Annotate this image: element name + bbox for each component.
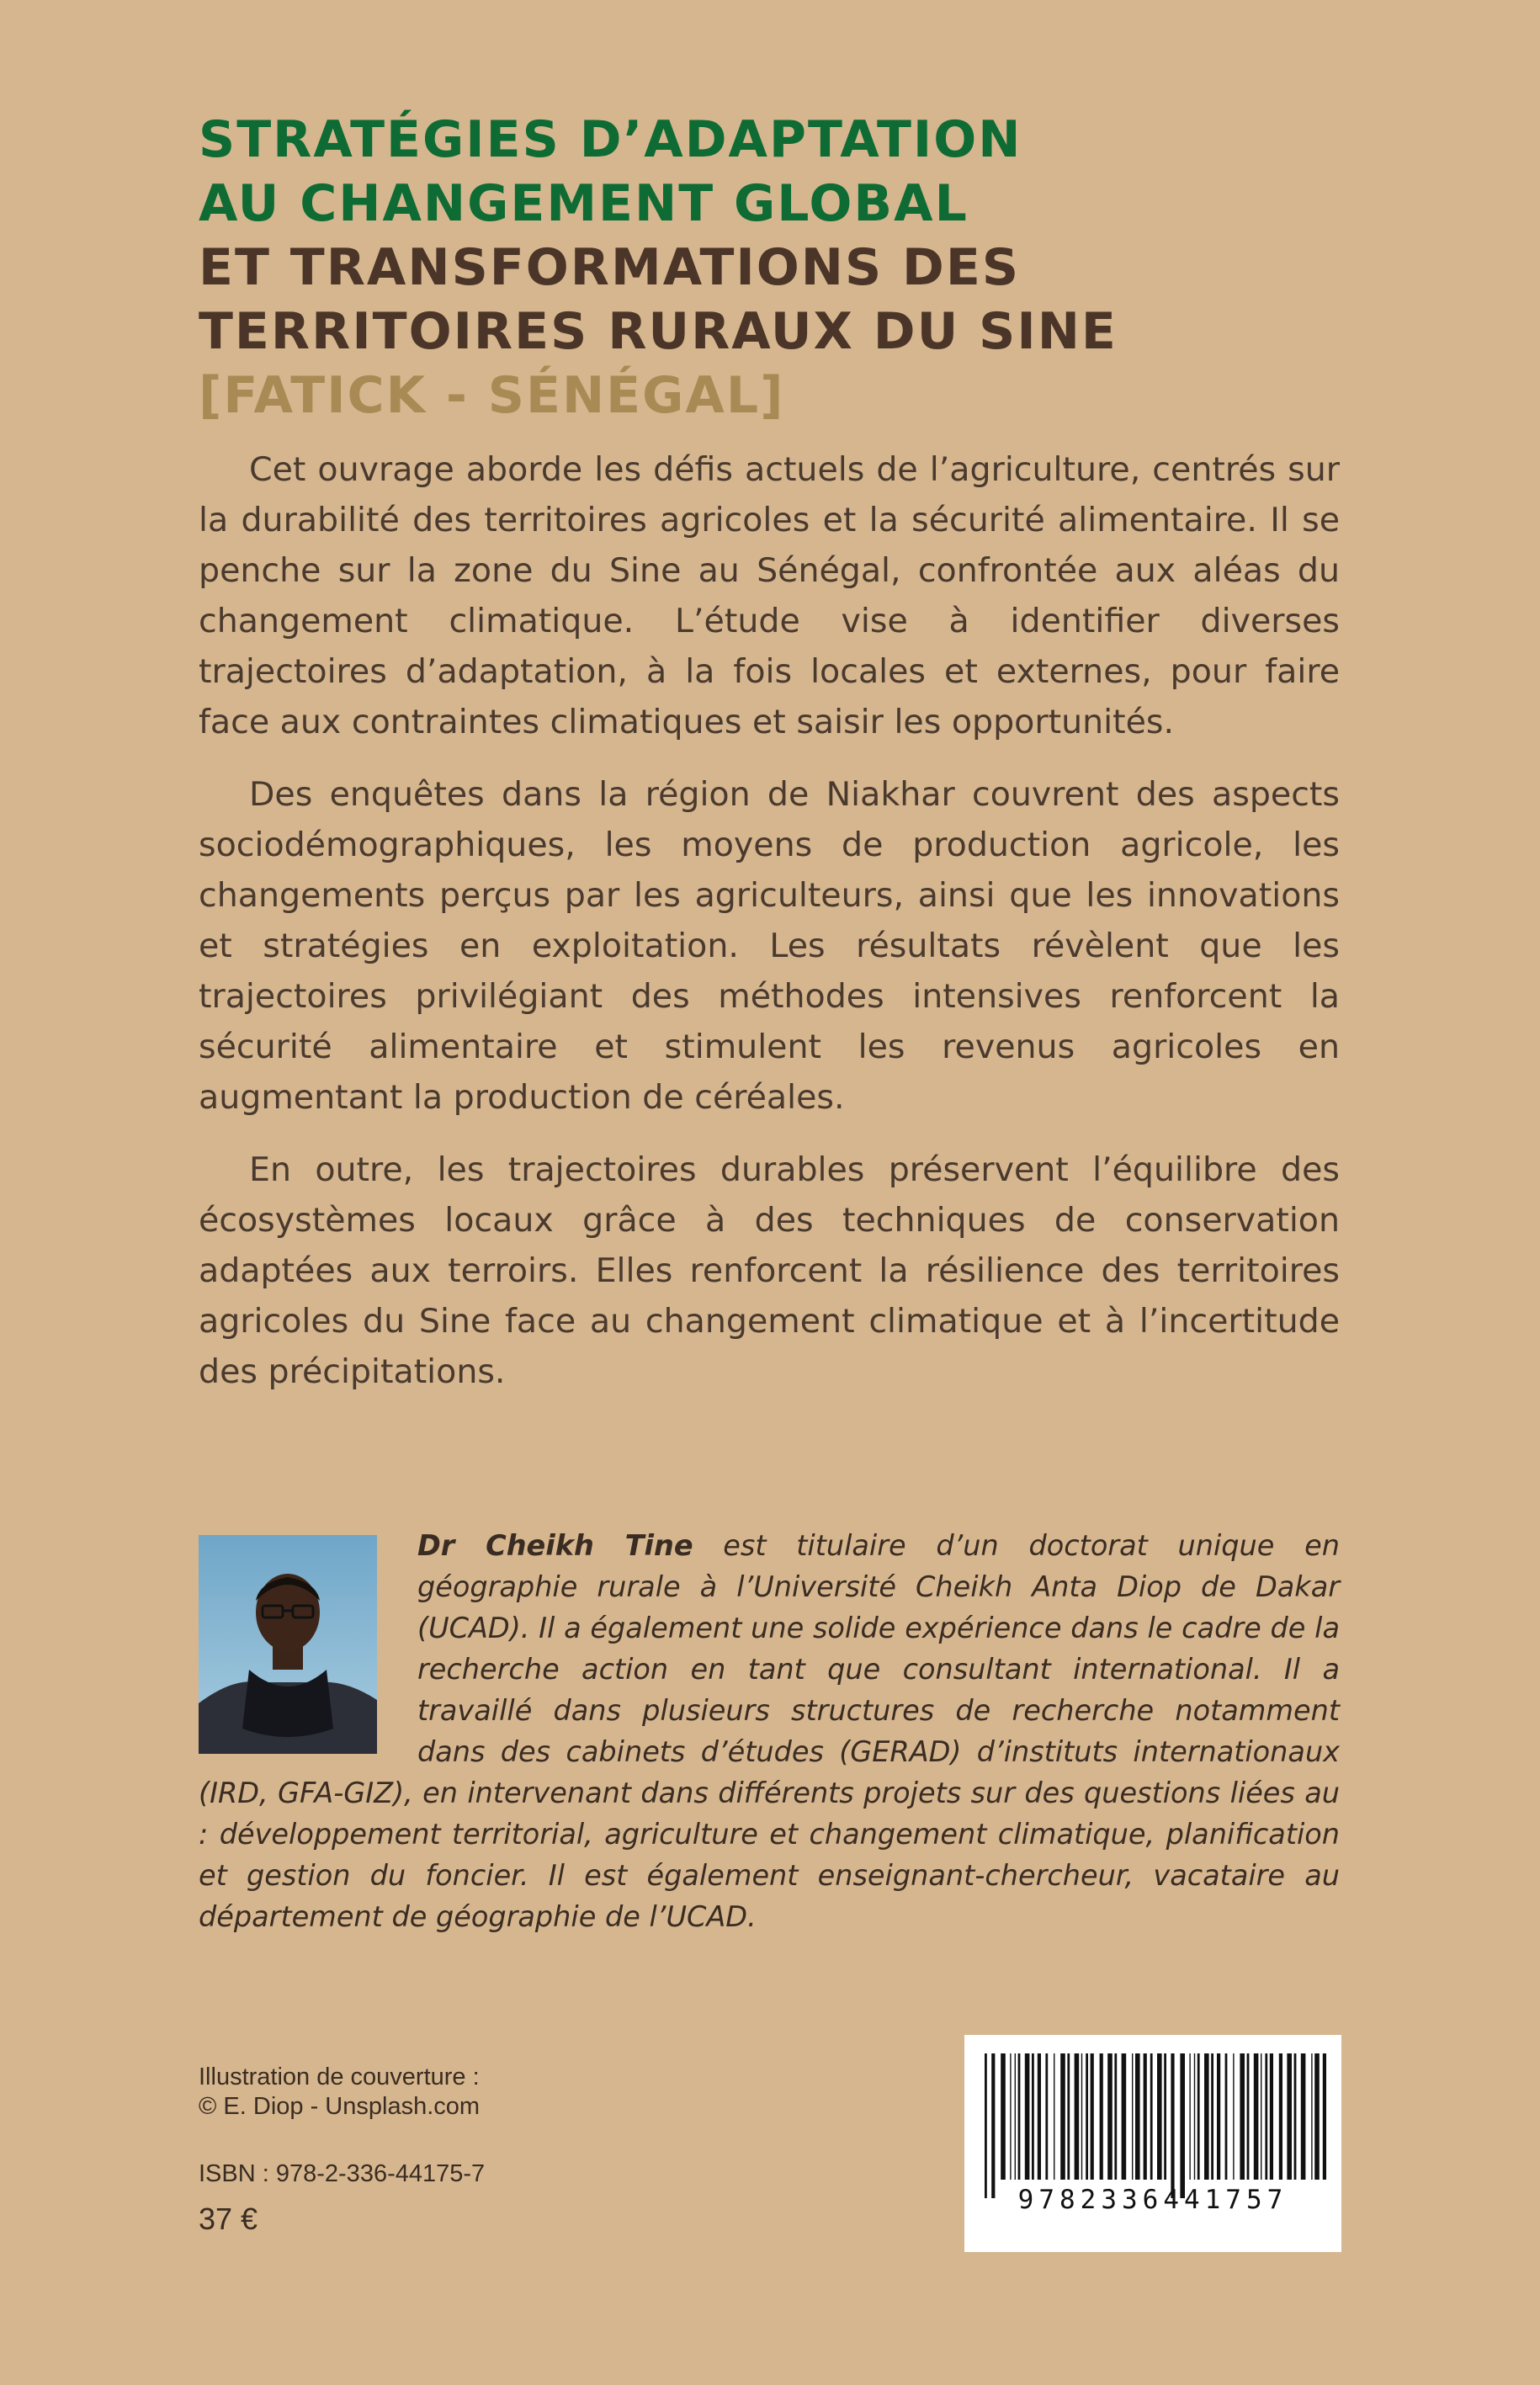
barcode-bar <box>1157 2053 1162 2180</box>
barcode-bar <box>1270 2053 1273 2180</box>
summary-paragraph-1: Cet ouvrage aborde les défis actuels de l’agriculture, centrés sur la durabilité des territoires agricoles et la sécurité alimentaire. Il se penche sur la zone du Sine au Sénégal, confrontée aux aléas du changement climatique. L’étude vise à identifier diverses trajectoires d’adaptation, à la fois locales et externes, pour faire face aux contraintes climatiques et saisir les opportunités. <box>199 450 1340 741</box>
barcode-bar <box>1197 2053 1200 2180</box>
barcode-bar <box>1240 2053 1245 2180</box>
isbn: ISBN : 978-2-336-44175-7 <box>199 2160 486 2187</box>
barcode-bar <box>1265 2053 1267 2180</box>
barcode-bar <box>1144 2053 1147 2180</box>
barcode-bar <box>1150 2053 1153 2180</box>
barcode-bar <box>1001 2053 1006 2180</box>
barcode-bar <box>1122 2053 1127 2180</box>
summary-paragraph-3: En outre, les trajectoires durables préservent l’équilibre des écosystèmes locaux grâce à des techniques de conservation adaptées aux terroirs. Elles renforcent la résilience des territoires agricoles du Sine face au changement climatique et à l’incertitude des précipitations. <box>199 1150 1340 1391</box>
barcode-digits: 9782336441757 <box>1017 2185 1288 2215</box>
barcode-bar <box>1086 2053 1088 2180</box>
barcode-bar <box>1314 2053 1320 2180</box>
barcode-bar <box>1045 2053 1048 2180</box>
barcode-bar <box>1067 2053 1070 2180</box>
barcode-bar <box>1225 2053 1228 2180</box>
book-summary <box>199 444 1340 1419</box>
author-bio <box>199 1525 1340 1937</box>
barcode-bars <box>964 2035 1341 2252</box>
barcode-bar <box>1100 2053 1103 2180</box>
title-line-2: AU CHANGEMENT GLOBAL <box>199 174 969 233</box>
barcode-bar <box>991 2053 995 2198</box>
barcode-bar <box>1211 2053 1213 2180</box>
summary-paragraph-2: Des enquêtes dans la région de Niakhar couvrent des aspects sociodémographiques, les moyens de production agricole, les changements perçus par les agriculteurs, ainsi que les innovations et stratégies en exploitation. Les résultats révèlent que les trajectoires privilégiant des méthodes intensives renforcent la sécurité alimentaire et stimulent les revenus agricoles en augmentant la production de céréales. <box>199 775 1340 1117</box>
barcode-bar <box>1032 2053 1034 2180</box>
barcode-bar <box>1081 2053 1082 2180</box>
credit-label: Illustration de couverture : <box>199 2064 480 2090</box>
barcode-bar <box>1204 2053 1209 2180</box>
title-subtitle: [FATICK - SÉNÉGAL] <box>199 366 785 425</box>
barcode-bar <box>1287 2053 1292 2180</box>
barcode-bar <box>1180 2053 1185 2198</box>
author-bio-text: est titulaire d’un doctorat unique en géographie rurale à l’Université Cheikh Anta Diop de Dakar (UCAD). Il a également une solide expérience dans le cadre de la recherche action en tant que consultant international. Il a travaillé dans plusieurs structures de recherche notamment dans des cabinets d’études (GERAD) d’instituts internationaux (IRD, GFA-GIZ), en intervenant dans différents projets sur des questions liées au : développement territorial, agriculture et changement climatique, planification et gestion du foncier. Il est également enseignant-chercheur, vacataire au département de géographie de l’UCAD. <box>199 1529 1340 1933</box>
barcode-bar <box>1075 2053 1080 2180</box>
barcode-bar <box>1015 2053 1016 2180</box>
barcode-bar <box>1294 2053 1297 2180</box>
barcode-bar <box>1171 2053 1174 2198</box>
barcode-bar <box>1164 2053 1166 2180</box>
barcode-bar <box>1311 2053 1312 2180</box>
barcode-bar <box>1091 2053 1094 2180</box>
barcode-bar <box>1247 2053 1250 2180</box>
barcode-bar <box>1217 2053 1220 2180</box>
book-title <box>199 108 1377 428</box>
barcode-bar <box>1060 2053 1065 2180</box>
author-name: Dr Cheikh Tine <box>417 1529 693 1562</box>
barcode-bar <box>1010 2053 1011 2180</box>
price: 37 € <box>199 2202 258 2236</box>
barcode-bar <box>1038 2053 1041 2180</box>
title-line-1: STRATÉGIES D’ADAPTATION <box>199 110 1022 169</box>
barcode-bar <box>1189 2053 1190 2180</box>
barcode-bar <box>1301 2053 1306 2180</box>
barcode-bar <box>1018 2053 1021 2180</box>
cover-credit <box>199 2063 788 2122</box>
barcode-bar <box>1114 2053 1117 2180</box>
title-line-3: ET TRANSFORMATIONS DES <box>199 238 1021 297</box>
barcode-bar <box>1025 2053 1030 2180</box>
photo-spacer <box>199 1525 417 1771</box>
title-line-4: TERRITOIRES RURAUX DU SINE <box>199 302 1118 361</box>
barcode <box>964 2035 1341 2252</box>
barcode-bar <box>985 2053 987 2198</box>
barcode-bar <box>1233 2053 1234 2180</box>
barcode-bar <box>1107 2053 1113 2180</box>
barcode-bar <box>1279 2053 1282 2180</box>
credit-source: © E. Diop - Unsplash.com <box>199 2093 481 2120</box>
barcode-bar <box>1323 2053 1326 2180</box>
barcode-bar <box>1254 2053 1259 2180</box>
barcode-bar <box>1194 2053 1195 2180</box>
barcode-bar <box>1135 2053 1140 2180</box>
barcode-bar <box>1132 2053 1133 2180</box>
